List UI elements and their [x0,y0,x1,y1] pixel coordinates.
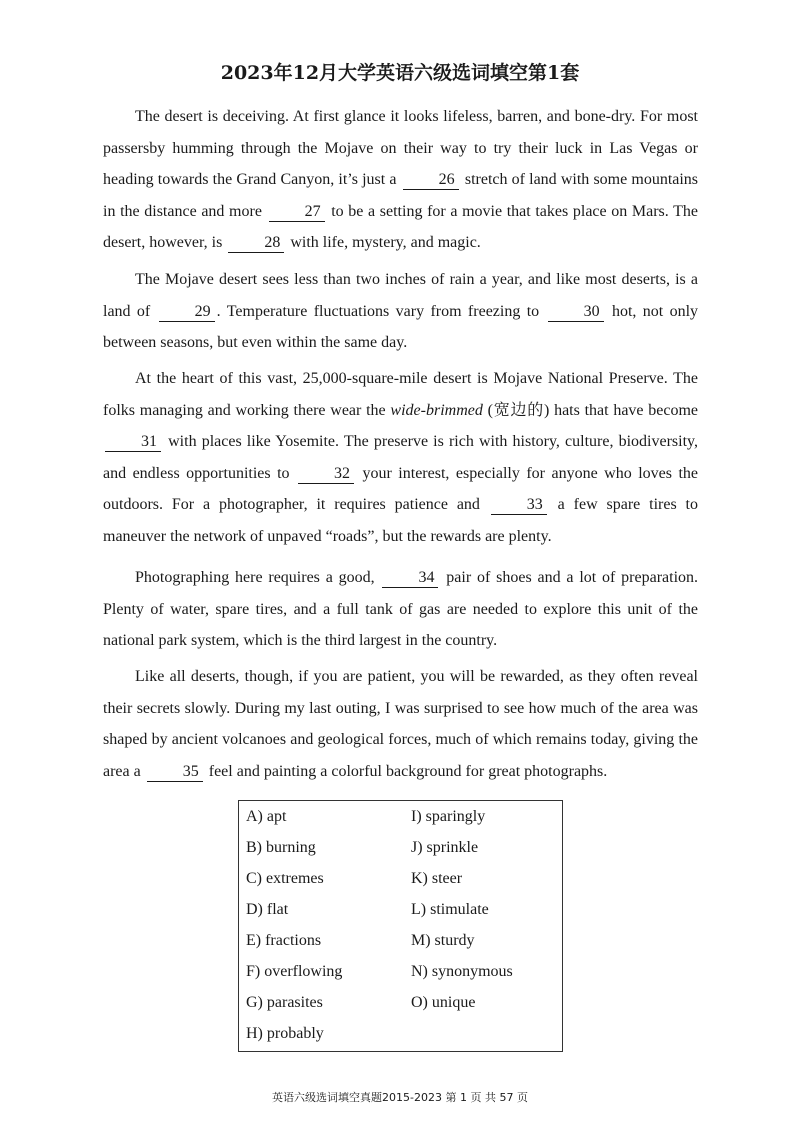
blank-26: 26 [403,171,459,190]
option-d: D) flat [246,901,289,918]
paragraph-text: with places like Yosemite. The preserve is rich with history, culture, biodiversity, and endless opportunities to [103,433,699,482]
word-bank-left-column [246,808,342,1056]
blank-31: 31 [105,433,161,452]
option-a: A) apt [246,808,287,825]
chinese-gloss: (宽边的) [487,401,550,419]
blank-30: 30 [548,303,604,322]
option-b: B) burning [246,839,316,856]
option-h: H) probably [246,1025,324,1042]
word-bank-right-column [411,808,513,1025]
blank-34: 34 [382,569,438,588]
paragraph-text: stretch of land with some mountains in the distance and more [103,171,699,220]
page-title: 2023年12月大学英语六级选词填空第1套 [220,62,580,84]
paragraph-text: with life, mystery, and magic. [290,234,481,251]
blank-33: 33 [491,496,547,515]
blank-29: 29 [159,303,215,322]
option-j: J) sprinkle [411,839,479,856]
paragraph-text: a few spare tires to maneuver the network of unpaved “roads”, but the rewards are plenty. [103,496,698,545]
option-i: I) sparingly [411,808,486,825]
paragraph-text: The desert is deceiving. At first glance it looks lifeless, barren, and bone-dry. For most passersby humming through the Mojave on their way to try their luck in Las Vegas or heading towards the Grand Canyon, it’s just a [103,108,698,188]
blank-28: 28 [228,234,284,253]
paragraph-text: feel and painting a colorful background for great photographs. [208,762,608,780]
blank-35: 35 [147,763,203,782]
paragraph-text: Like all deserts, though, if you are patient, you will be rewarded, as they often reveal their secrets slowly. During my last outing, I was surprised to see how much of the area was shaped by ancient volcanoes and geological forces, much of which remains today, giving the area a [103,668,698,780]
option-m: M) sturdy [411,932,475,949]
paragraph-5 [103,661,698,787]
paragraph-text: The Mojave desert sees less than two inches of rain a year, and like most deserts, is a land of [103,271,698,320]
paragraph-text: Photographing here requires a good, [135,569,375,586]
paragraph-text: to be a setting for a movie that takes place on Mars. The desert, however, is [103,202,699,251]
paragraph-2 [103,264,698,359]
paragraph-text: pair of shoes and a lot of preparation. Plenty of water, spare tires, and a full tank of gas are needed to explore this unit of the national park system, which is the third largest in the country. [103,569,699,649]
paragraph-1 [103,101,698,259]
option-g: G) parasites [246,994,323,1011]
option-n: N) synonymous [411,963,513,980]
option-e: E) fractions [246,932,322,949]
option-l: L) stimulate [411,901,489,918]
blank-32: 32 [298,465,354,484]
blank-27: 27 [269,203,325,222]
word-bank [238,800,563,1052]
paragraph-3 [103,363,698,552]
paragraph-4 [103,562,698,657]
option-c: C) extremes [246,870,324,887]
paragraph-text: At the heart of this vast, 25,000-square-mile desert is Mojave National Preserve. The folks managing and working there wear the [103,370,698,419]
paragraph-text: your interest, especially for anyone who loves the outdoors. For a photographer, it requires patience and [103,464,698,513]
option-f: F) overflowing [246,963,343,980]
option-o: O) unique [411,994,476,1011]
paragraph-text: . Temperature fluctuations vary from freezing to [216,302,540,320]
paragraph-text: hats that have become [554,401,699,419]
paragraph-text: hot, not only between seasons, but even within the same day. [103,302,699,351]
italic-term: wide-brimmed [390,401,483,419]
option-k: K) steer [411,870,463,887]
page-footer: 英语六级选词填空真题2015-2023 第 1 页 共 57 页 [272,1091,528,1104]
